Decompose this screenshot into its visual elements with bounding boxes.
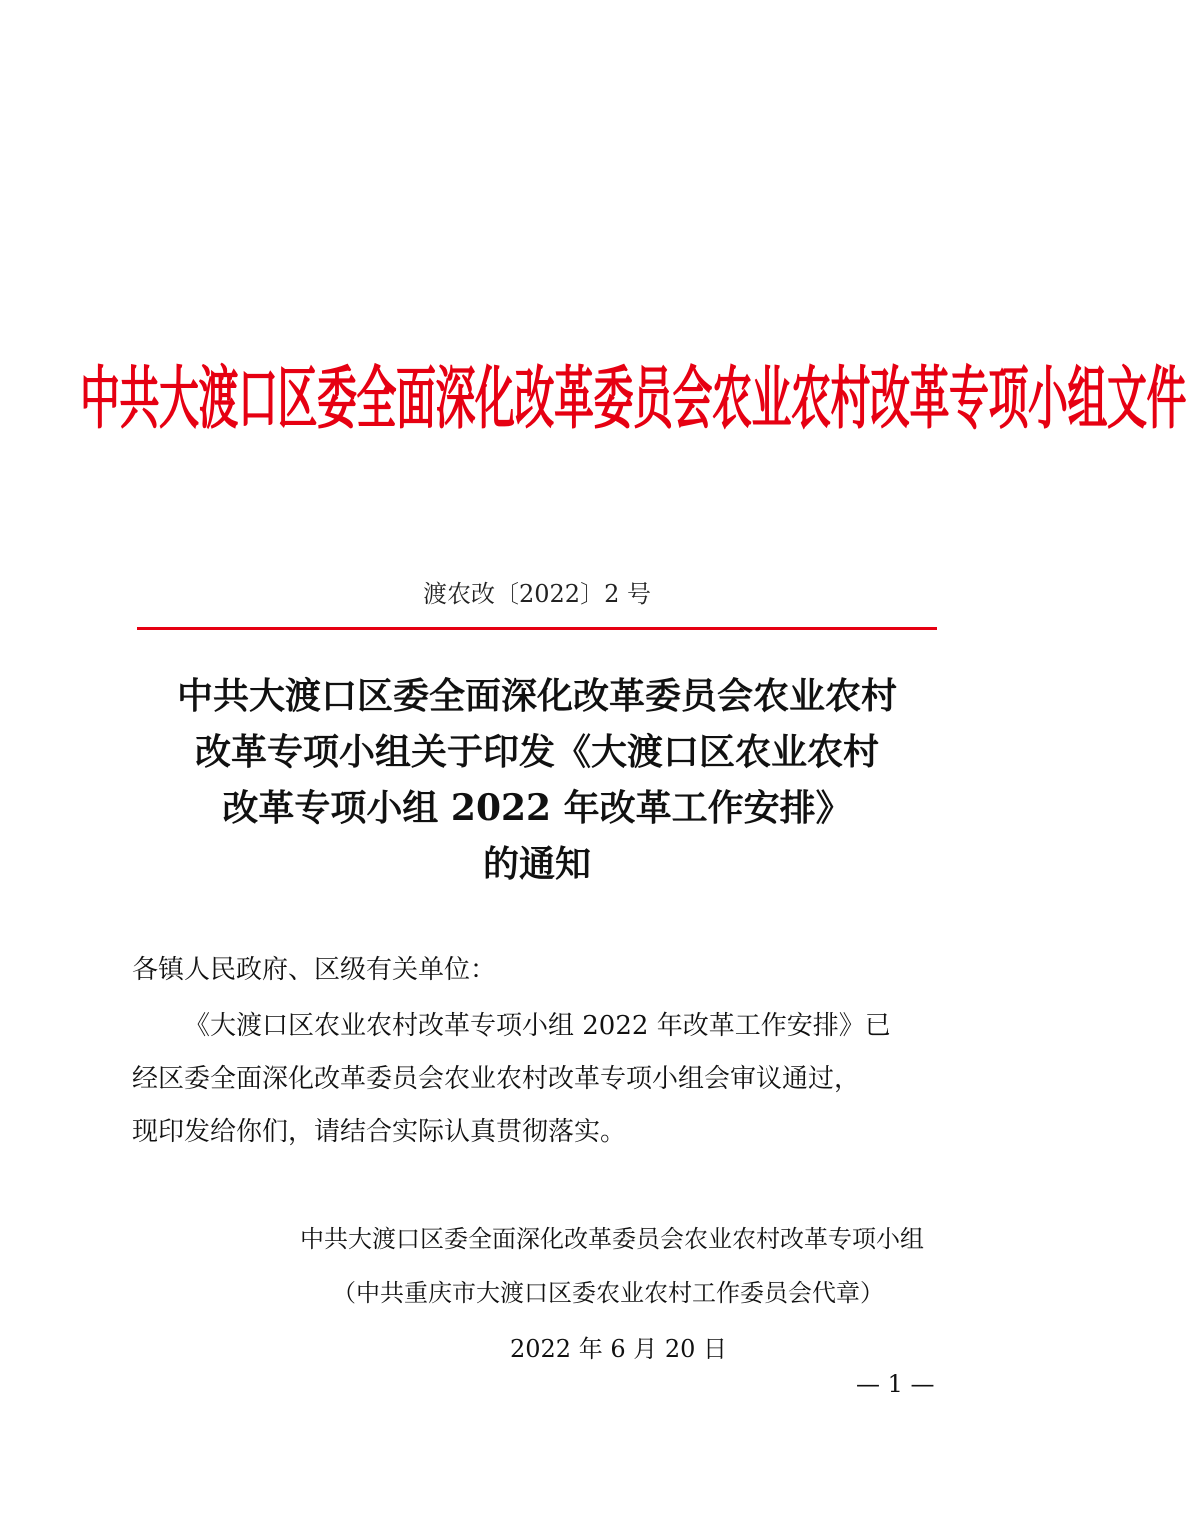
red-separator-line [137,627,937,630]
signature-date: 2022 年 6 月 20 日 [510,1335,728,1363]
notice-title [90,668,984,892]
page-number: — 1 — [856,1370,935,1398]
salutation: 各镇人民政府、区级有关单位： [132,955,497,985]
body-line-3: 现印发给你们，请结合实际认真贯彻落实。 [132,1117,627,1147]
masthead-title: 中共大渡口区委全面深化改革委员会农业农村改革专项小组文件 [80,360,1186,440]
title-line-3: 改革专项小组 2022 年改革工作安排》 [222,787,852,829]
body-line-2: 经区委全面深化改革委员会农业农村改革专项小组会审议通过， [132,1064,861,1094]
body-line-1: 《大渡口区农业农村改革专项小组 2022 年改革工作安排》已 [184,1011,891,1041]
document-number: 渡农改〔2022〕2 号 [423,580,651,608]
signature-organization: 中共大渡口区委全面深化改革委员会农业农村改革专项小组 [300,1225,924,1253]
title-line-1: 中共大渡口区委全面深化改革委员会农业农村 [176,675,897,717]
title-line-2: 改革专项小组关于印发《大渡口区农业农村 [194,731,879,773]
body-paragraph [132,1000,944,1159]
signature-seal-note: （中共重庆市大渡口区委农业农村工作委员会代章） [332,1279,884,1307]
title-line-4: 的通知 [482,843,591,885]
